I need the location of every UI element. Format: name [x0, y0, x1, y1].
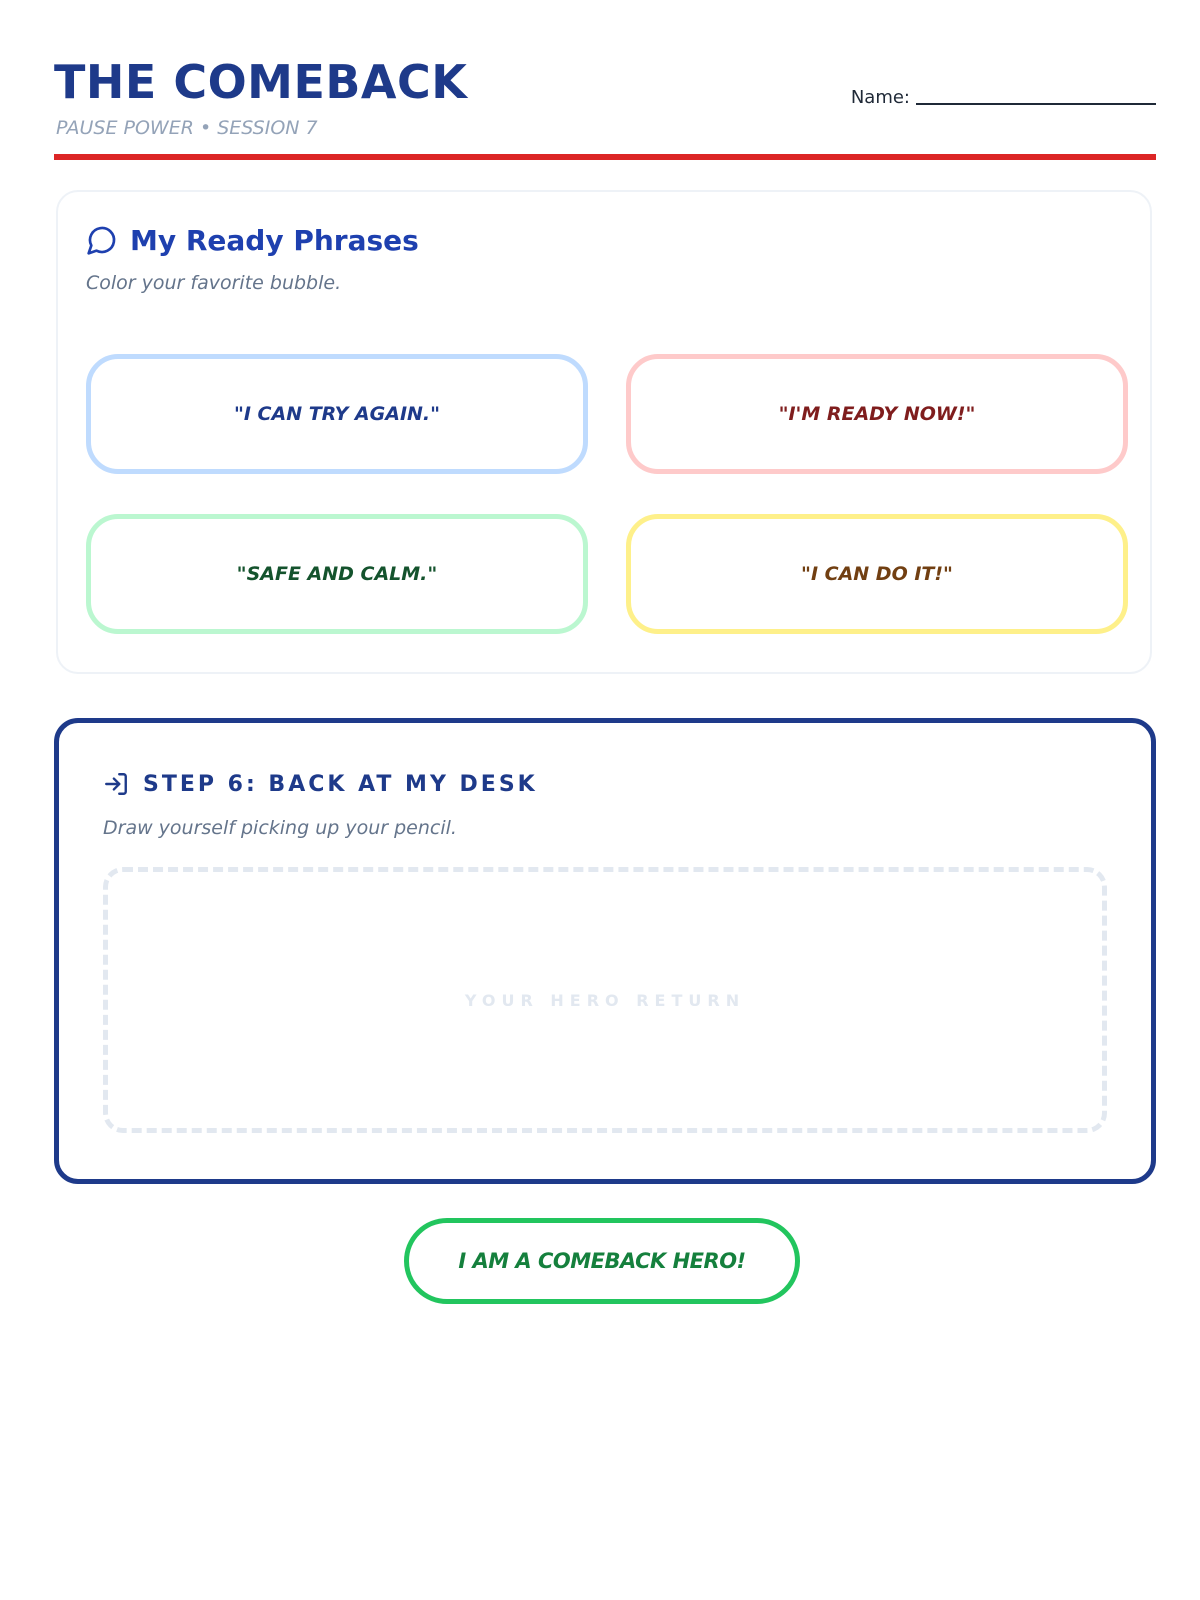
step-6-heading	[103, 767, 538, 801]
log-in-arrow-icon	[103, 771, 129, 797]
phrase-bubble-can-do-it[interactable]: "I CAN DO IT!"	[626, 514, 1128, 634]
step-6-card	[54, 718, 1156, 1184]
drawing-area[interactable]	[103, 867, 1107, 1133]
page-subtitle: PAUSE POWER • SESSION 7	[56, 117, 318, 139]
ready-phrases-hint: Color your favorite bubble.	[86, 272, 342, 294]
ready-phrases-card	[56, 190, 1152, 674]
name-write-line[interactable]	[916, 87, 1156, 105]
phrase-bubble-ready-now[interactable]: "I'M READY NOW!"	[626, 354, 1128, 474]
step-6-hint: Draw yourself picking up your pencil.	[103, 817, 457, 839]
ready-phrases-heading	[86, 220, 419, 260]
speech-bubble-icon	[86, 224, 118, 256]
header-divider	[54, 154, 1156, 160]
name-label: Name:	[850, 87, 910, 108]
worksheet-header	[54, 52, 1156, 162]
phrase-bubble-safe-calm[interactable]: "SAFE AND CALM."	[86, 514, 588, 634]
name-field[interactable]	[851, 86, 1156, 110]
step-6-title: STEP 6: BACK AT MY DESK	[143, 771, 538, 797]
ready-phrases-title: My Ready Phrases	[130, 223, 419, 257]
page-title: THE COMEBACK	[54, 55, 468, 109]
phrase-bubble-try-again[interactable]: "I CAN TRY AGAIN."	[86, 354, 588, 474]
drawing-area-label: YOUR HERO RETURN	[464, 990, 746, 1010]
comeback-hero-badge: I AM A COMEBACK HERO!	[404, 1218, 800, 1304]
